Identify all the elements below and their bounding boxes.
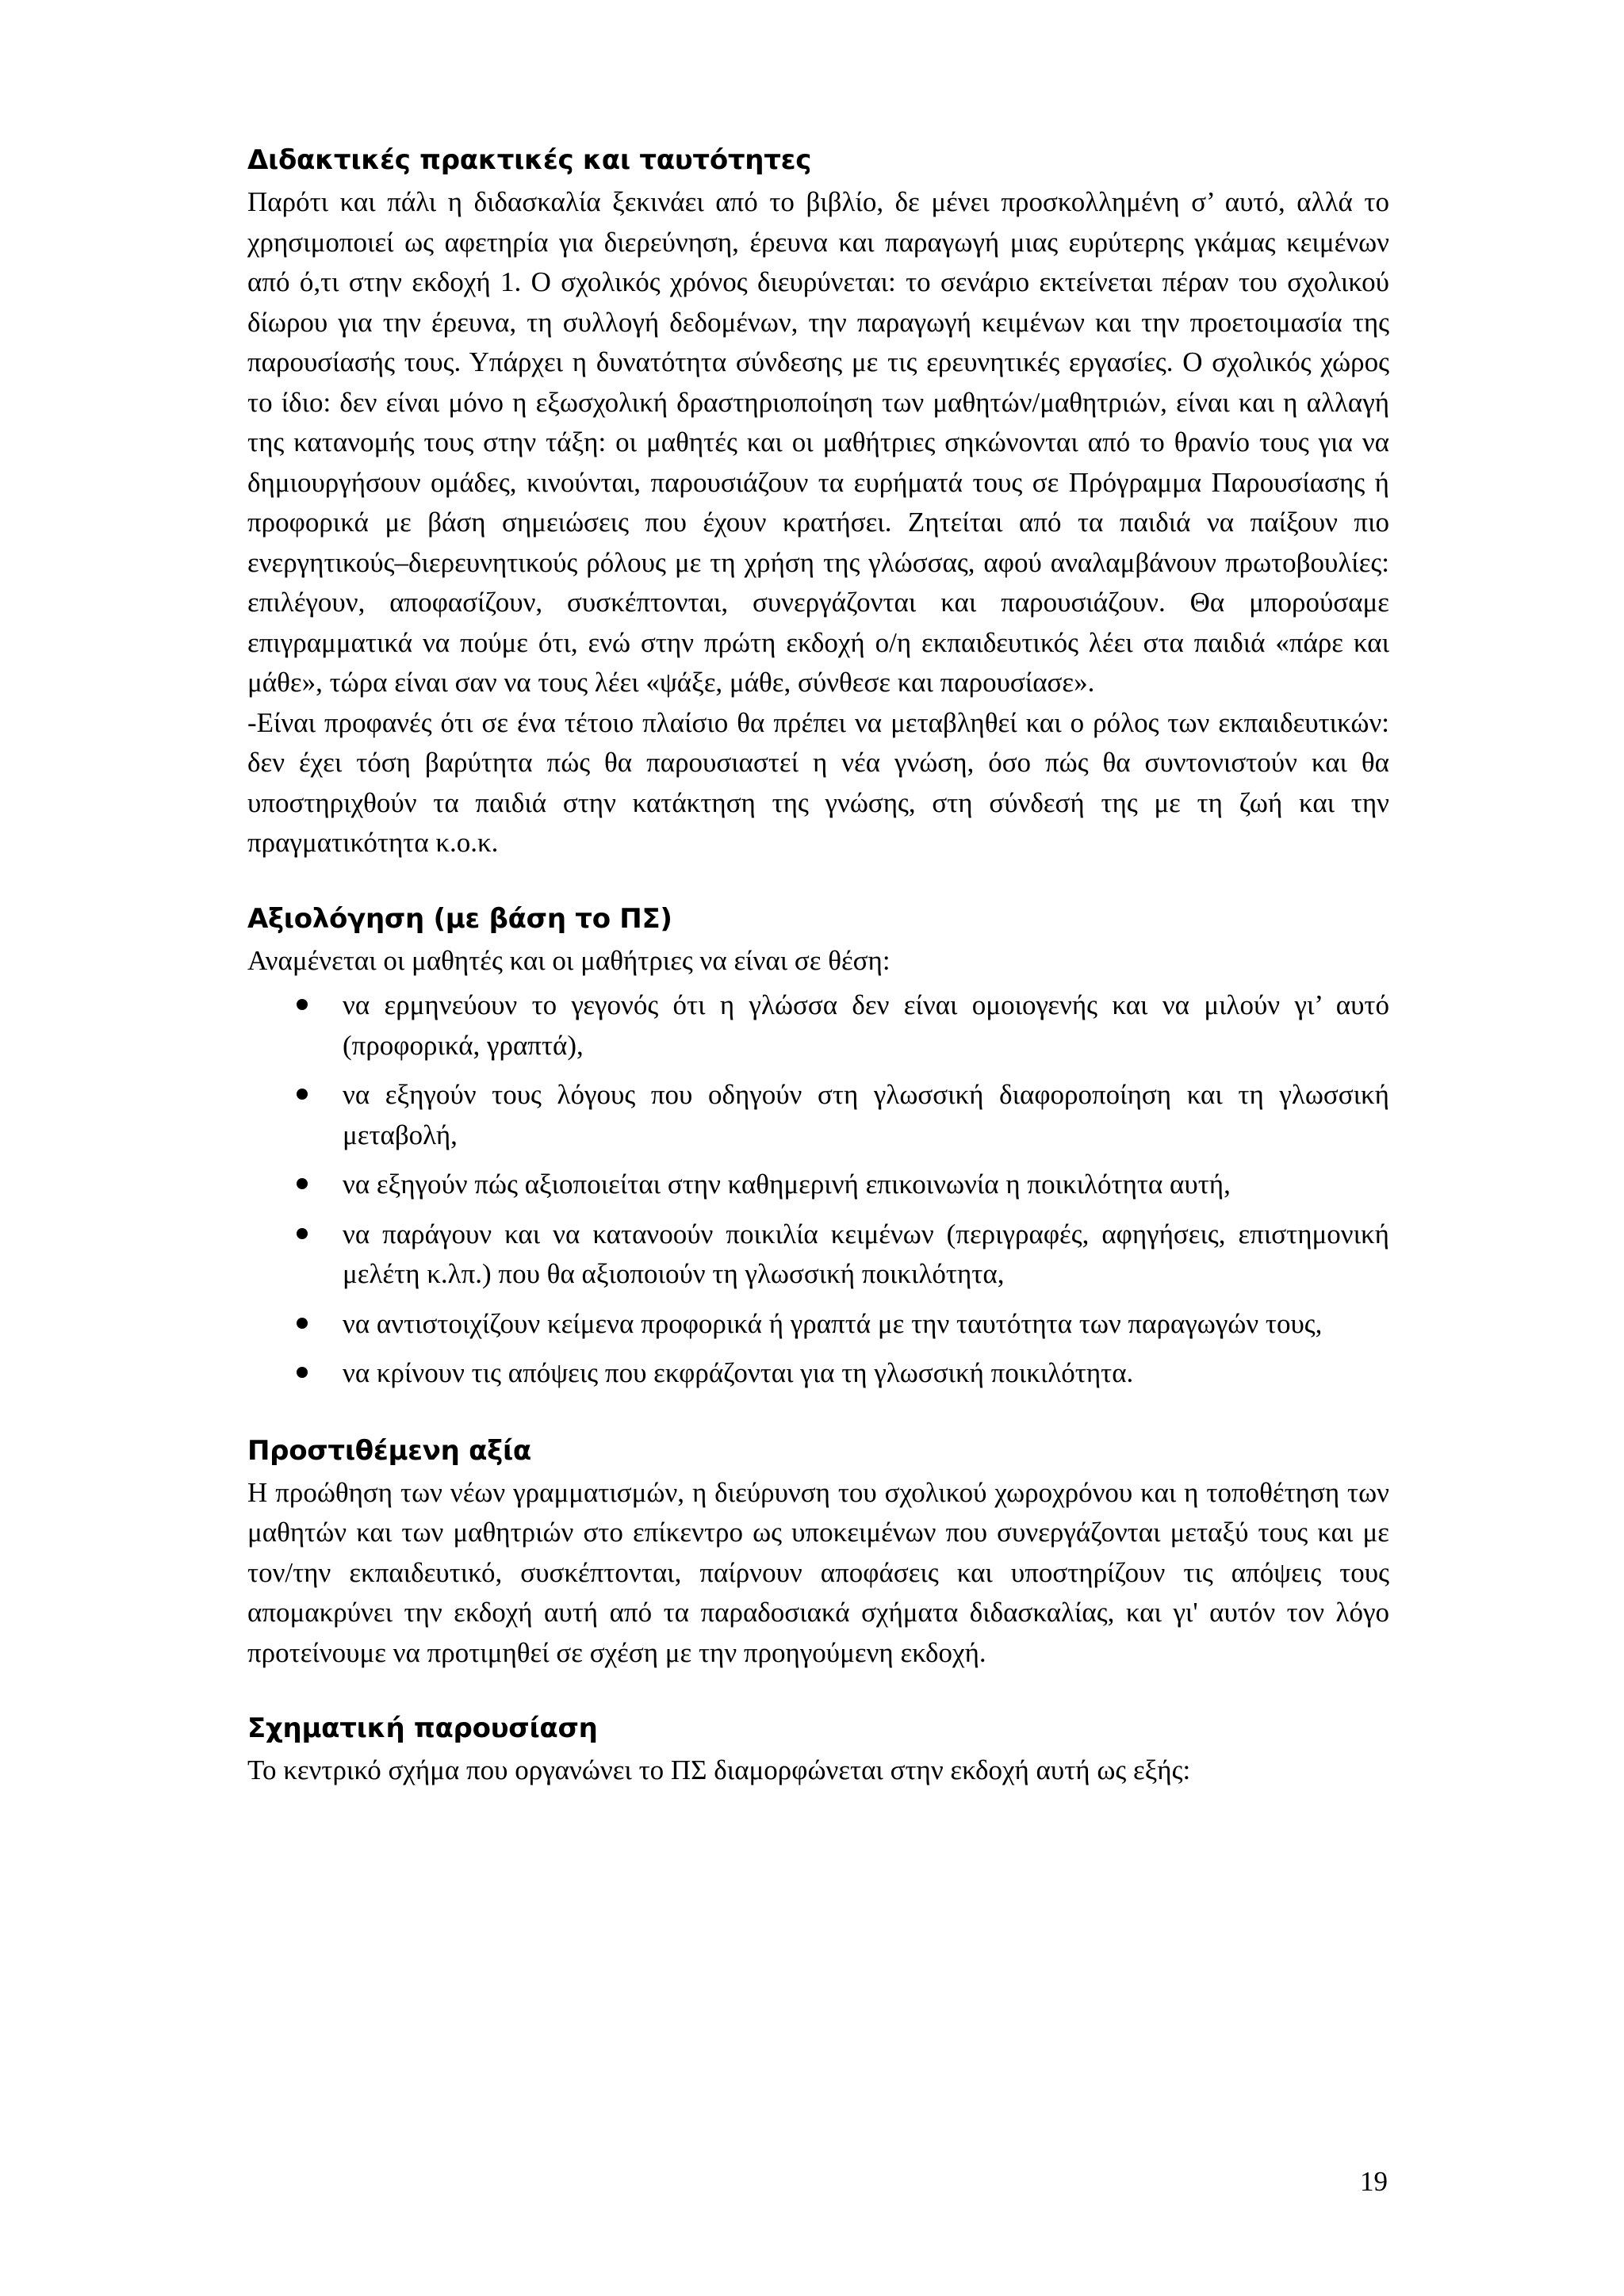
section-heading: Διδακτικές πρακτικές και ταυτότητες <box>247 144 812 176</box>
list-item <box>247 1304 1389 1345</box>
section-heading: Σχηματική παρουσίαση <box>247 1712 598 1744</box>
list-item <box>247 1165 1389 1205</box>
bullet-icon <box>297 1367 308 1378</box>
list-item <box>247 1075 1389 1155</box>
list-item <box>247 1215 1389 1295</box>
list-item-text: να εξηγούν τους λόγους που οδηγούν στη γλωσσική διαφοροποίηση και τη γλωσσική μεταβολή, <box>343 1079 1389 1150</box>
list-item-text: να εξηγούν πώς αξιοποιείται στην καθημερινή επικοινωνία η ποικιλότητα αυτή, <box>343 1169 1231 1200</box>
list-item-text: να κρίνουν τις απόψεις που εκφράζονται για τη γλωσσική ποικιλότητα. <box>343 1357 1134 1388</box>
bullet-icon <box>297 1178 308 1189</box>
paragraph: Το κεντρικό σχήμα που οργανώνει το ΠΣ διαμορφώνεται στην εκδοχή αυτή ως εξής: <box>247 1755 1191 1785</box>
paragraph: Παρότι και πάλι η διδασκαλία ξεκινάει από το βιβλίο, δε μένει προσκολλημένη σ’ αυτό, αλλά το χρησιμοποιεί ως αφετηρία για διερεύνηση, έρευνα και παραγωγή μιας ευρύτερης γκάμας κειμένων από ό,τι στην εκδοχή 1. Ο σχολικός χρόνος διευρύνεται: το σενάριο εκτείνεται πέραν του σχολικού δίωρου για την έρευνα, τη συλλογή δεδομένων, την παραγωγή κειμένων και την προετοιμασία της παρουσίασής τους. Υπάρχει η δυνατότητα σύνδεσης με τις ερευνητικές εργασίες. Ο σχολικός χώρος το ίδιο: δεν είναι μόνο η εξωσχολική δραστηριοποίηση των μαθητών/μαθητριών, είναι και η αλλαγή της κατανομής τους στην τάξη: οι μαθητές και οι μαθήτριες σηκώνονται από το θρανίο τους για να δημιουργήσουν ομάδες, κινούνται, παρουσιάζουν τα ευρήματά τους σε Πρόγραμμα Παρουσίασης ή προφορικά με βάση σημειώσεις που έχουν κρατήσει. Ζητείται από τα παιδιά να παίξουν πιο ενεργητικούς–διερευνητικούς ρόλους με τη χρήση της γλώσσας, αφού αναλαμβάνουν πρωτοβουλίες: επιλέγουν, αποφασίζουν, συσκέπτονται, συνεργάζονται και παρουσιάζουν. Θα μπορούσαμε επιγραμματικά να πούμε ότι, ενώ στην πρώτη εκδοχή ο/η εκπαιδευτικός λέει στα παιδιά «πάρε και μάθε», τώρα είναι σαν να τους λέει «ψάξε, μάθε, σύνθεσε και παρουσίασε». <box>247 186 1389 698</box>
section-added-value <box>247 1433 1389 1674</box>
bullet-list <box>247 985 1389 1394</box>
section-evaluation <box>247 901 1389 1394</box>
page-number: 19 <box>1360 2166 1388 2197</box>
paragraph: Αναμένεται οι μαθητές και οι μαθήτριες να είναι σε θέση: <box>247 944 891 976</box>
bullet-icon <box>297 1089 308 1100</box>
document-page <box>247 143 1389 1829</box>
paragraph: -Είναι προφανές ότι σε ένα τέτοιο πλαίσιο θα πρέπει να μεταβληθεί και ο ρόλος των εκπαιδευτικών: δεν έχει τόση βαρύτητα πώς θα παρουσιαστεί η νέα γνώση, όσο πώς θα συντονιστούν και θα υποστηριχθούν τα παιδιά στην κατάκτηση της γνώσης, στη σύνδεσή της με τη ζωή και την πραγματικότητα κ.ο.κ. <box>247 706 1389 858</box>
section-schematic-presentation <box>247 1711 1389 1791</box>
section-teaching-practices <box>247 143 1389 863</box>
paragraph: Η προώθηση των νέων γραμματισμών, η διεύρυνση του σχολικού χωροχρόνου και η τοποθέτηση των μαθητών και των μαθητριών στο επίκεντρο ως υποκειμένων που συνεργάζονται μεταξύ τους και με τον/την εκπαιδευτικό, συσκέπτονται, παίρνουν αποφάσεις και υποστηρίζουν τις απόψεις τους απομακρύνει την εκδοχή αυτή από τα παραδοσιακά σχήματα διδασκαλίας, και γι' αυτόν τον λόγο προτείνουμε να προτιμηθεί σε σχέση με την προηγούμενη εκδοχή. <box>247 1476 1389 1668</box>
bullet-icon <box>297 1318 308 1329</box>
bullet-icon <box>297 999 308 1010</box>
list-item <box>247 985 1389 1066</box>
section-heading: Προστιθέμενη αξία <box>247 1434 531 1467</box>
list-item-text: να παράγουν και να κατανοούν ποικιλία κειμένων (περιγραφές, αφηγήσεις, επιστημονική μελέτη κ.λπ.) που θα αξιοποιούν τη γλωσσική ποικιλότητα, <box>343 1218 1389 1289</box>
list-item-text: να ερμηνεύουν το γεγονός ότι η γλώσσα δεν είναι ομοιογενής και να μιλούν γι’ αυτό (προφορικά, γραπτά), <box>343 989 1389 1061</box>
list-item-text: να αντιστοιχίζουν κείμενα προφορικά ή γραπτά με την ταυτότητα των παραγωγών τους, <box>343 1307 1323 1339</box>
bullet-icon <box>297 1228 308 1239</box>
list-item <box>247 1353 1389 1394</box>
section-heading: Αξιολόγηση (με βάση το ΠΣ) <box>247 902 672 935</box>
